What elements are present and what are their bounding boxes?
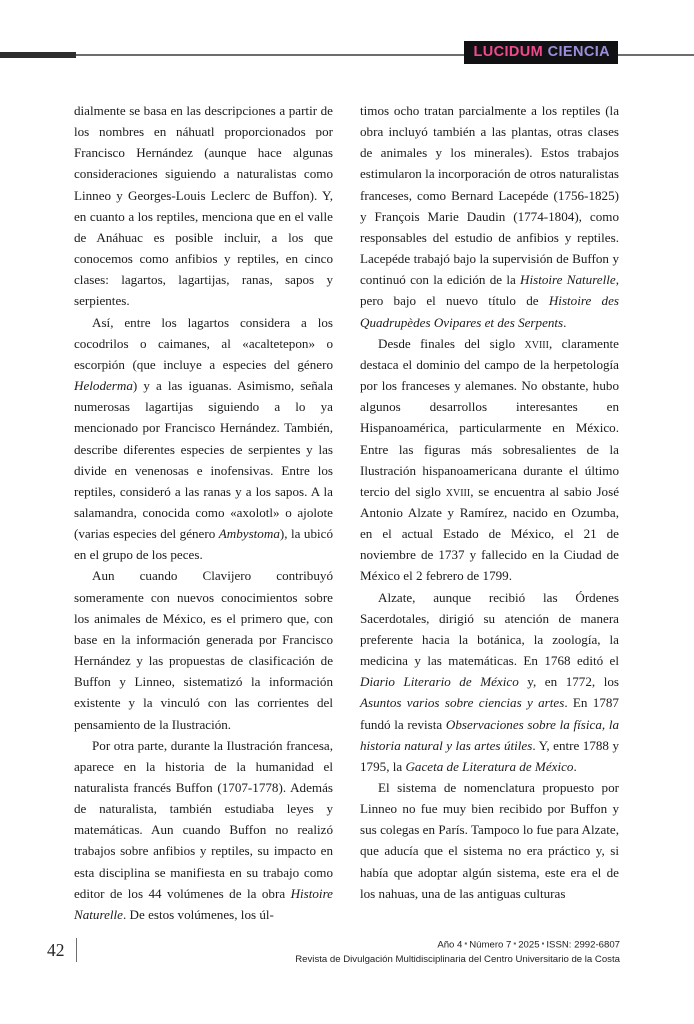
- paragraph-text: Aun cuando Clavijero contribuyó someramente con nuevos conocimientos sobre los animales de México, es el primero que, con base en la información generada por Francisco Hernández y las propuestas de clasificación de Buffon y Linneo, sistematizó la información existente y la vinculó con las corrientes del pensamiento de la Ilustración.: [74, 568, 333, 732]
- brand-name-primary: LUCIDUM: [473, 44, 544, 60]
- separator-icon: ▪: [464, 939, 468, 948]
- paragraph-text: Así, entre los lagartos considera a los cocodrilos o caimanes, al «acaltetepon» o escorpión (que incluye a especies del género: [74, 314, 333, 372]
- journal-brand-badge: [464, 41, 618, 64]
- paragraph-text: ), la ubicó en el grupo de los peces.: [74, 526, 333, 563]
- page-number: 42: [47, 940, 65, 960]
- paragraph-continuation: [360, 100, 619, 333]
- paragraph-text: . Y, entre 1788 y 1795, la: [360, 737, 619, 774]
- paragraph-continuation: [74, 100, 333, 312]
- paragraph-text: Por otra parte, durante la Ilustración francesa, aparece en la historia de la humanidad el naturalista francés Buffon (1707-1778). Además de naturalista, también estudiaba leyes y matemáticas. Aun cuando Buffon no realizó trabajos sobre anfibios y reptiles, su impacto en esta disciplina se manifiesta en su trabajo como editor de los 44 volúmenes de la obra: [74, 737, 333, 901]
- paragraph-text: , pero bajo el nuevo título de: [360, 272, 619, 309]
- paragraph: [74, 565, 333, 734]
- paragraph-text: , claramente destaca el dominio del campo de la herpetología por los franceses y alemanes. No obstante, hubo algunos desarrollos interesantes en Hispanoamérica, particularmente en México. Entre las figuras más sobresalientes de la Ilustración hispanoamericana durante el último tercio del siglo: [360, 335, 619, 499]
- footer-metadata: [295, 937, 620, 967]
- century-numeral: xviii: [524, 335, 549, 351]
- publication-title-diario-literario: Diario Literario de México: [360, 674, 519, 690]
- century-numeral: xviii: [445, 483, 471, 499]
- footer-issue: Número 7: [469, 939, 512, 951]
- book-title-histoire-naturelle: Histoire Naturelle: [74, 885, 333, 922]
- paragraph-text: dialmente se basa en las descripciones a partir de los nombres en náhuatl proporcionados por Francisco Hernández (aunque hace algunas consideraciones siguiendo a naturalistas como Linneo y Georges-Louis Leclerc de Buffon). Y, en cuanto a los reptiles, menciona que en el valle de Anáhuac es posible incluir, a los que conocemos como anfibios y reptiles, en cinco clases: lagartos, lagartijas, ranas, sapos y serpientes.: [74, 103, 333, 309]
- footer-journal-subtitle: Revista de Divulgación Multidisciplinaria del Centro Universitario de la Costa: [295, 953, 620, 965]
- footer-issn: ISSN: 2992-6807: [546, 939, 620, 951]
- column-right: [360, 100, 619, 922]
- book-title-histoire-naturelle: Histoire Naturelle: [520, 272, 616, 288]
- paragraph-text: Alzate, aunque recibió las Órdenes Sacerdotales, dirigió su atención de manera preferente hacia la botánica, la zoología, la medicina y las matemáticas. En 1768 editó el: [360, 589, 619, 669]
- paragraph-text: timos ocho tratan parcialmente a los reptiles (la obra incluyó también a las plantas, otras clases de animales y los minerales). Estos trabajos estimularon la incorporación de otros naturalistas franceses, como Bernard Lacepéde (1756-1825) y François Marie Daudin (1774-1804), como responsables del estudio de anfibios y reptiles. Lacepéde trabajó bajo la supervisión de Buffon y continuó con la edición de la: [360, 103, 619, 288]
- genus-name-heloderma: Heloderma: [74, 378, 133, 394]
- paragraph: [360, 777, 619, 904]
- separator-icon: ▪: [541, 939, 545, 948]
- publication-title-gaceta: Gaceta de Literatura de México: [405, 758, 574, 774]
- page-header: [0, 0, 694, 72]
- paragraph-text: . De estos volúmenes, los úl-: [122, 906, 274, 922]
- paragraph-text: .: [573, 758, 577, 774]
- genus-name-ambystoma: Ambystoma: [218, 526, 280, 542]
- brand-name-secondary: CIENCIA: [547, 44, 610, 60]
- footer-date: 2025: [518, 939, 540, 951]
- paragraph-text: Desde finales del siglo: [378, 335, 525, 351]
- paragraph: [360, 333, 619, 587]
- paragraph-text: .: [563, 314, 567, 330]
- article-body: [74, 100, 620, 922]
- paragraph-text: , se encuentra al sabio José Antonio Alzate y Ramírez, nacido en Ozumba, en el actual Estado de México, el 21 de noviembre de 1737 y fallecido en la Ciudad de México el 2 febrero de 1799.: [360, 483, 620, 584]
- paragraph: [74, 312, 333, 566]
- book-title-quadrupedes: Histoire des Quadrupèdes Ovipares et des Serpents: [360, 293, 619, 330]
- paragraph-text: ) y a las iguanas. Asimismo, señala numerosas lagartijas siguiendo a lo ya mencionado por Francisco Hernández. También, describe diferentes especies de serpientes y las divide en venenosas e inofensivas. Entre los reptiles, consideró a las ranas y a los sapos. A la salamandra, conocida como «axolotl» o ajolote (varias especies del género: [74, 378, 333, 542]
- column-left: [74, 100, 333, 922]
- publication-title-asuntos-varios: Asuntos varios sobre ciencias y artes: [360, 695, 565, 711]
- paragraph: [360, 587, 619, 777]
- separator-icon: ▪: [513, 939, 517, 948]
- page-footer: [0, 938, 694, 994]
- paragraph-text: El sistema de nomenclatura propuesto por Linneo no fue muy bien recibido por Buffon y sus colegas en París. Tampoco lo fue para Alzate, que aducía que el sistema no era práctico y, si había que adoptar algún sistema, este era el de los nahuas, una de las antiguas culturas: [360, 780, 619, 901]
- publication-title-observaciones: Observaciones sobre la física, la historia natural y las artes útiles: [360, 716, 619, 753]
- footer-issue-line: [295, 937, 620, 953]
- footer-divider: [76, 938, 77, 962]
- paragraph-text: . En 1787 fundó la revista: [360, 695, 619, 732]
- header-accent-bar: [0, 52, 76, 58]
- paragraph-text: y, en 1772, los: [518, 674, 620, 690]
- footer-year: Año 4: [437, 939, 463, 951]
- paragraph: [74, 735, 333, 925]
